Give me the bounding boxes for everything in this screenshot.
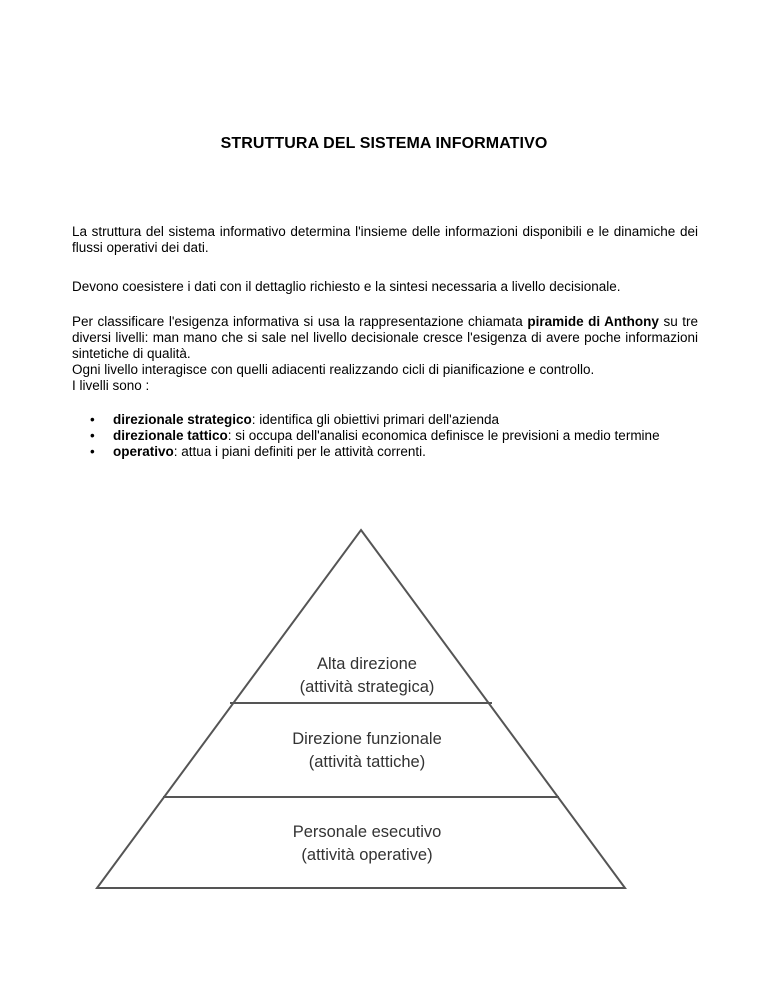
level-term: direzionale tattico [113, 428, 228, 443]
bullet-icon: • [90, 412, 95, 427]
level-desc: : si occupa dell'analisi economica definisce le previsioni a medio termine [227, 428, 660, 443]
pyramid-bottom-line1: Personale esecutivo [292, 823, 442, 841]
level-desc: : identifica gli obiettivi primari dell'azienda [251, 412, 499, 427]
bullet-icon: • [90, 428, 95, 443]
list-item [72, 444, 698, 460]
list-item [72, 412, 698, 428]
levels-list [72, 412, 698, 460]
level-desc: : attua i piani definiti per le attività correnti. [173, 444, 426, 459]
anthony-paragraph [72, 314, 698, 394]
pyramid-middle-line2: (attività tattiche) [308, 753, 426, 771]
intro-paragraph: La struttura del sistema informativo determina l'insieme delle informazioni disponibili e le dinamiche dei flussi operativi dei dati. [72, 224, 698, 255]
anthony-text-c: su tre diversi livelli: man mano che si sale nel livello decisionale cresce l'esigenza di avere poche informazioni sintetiche di qualità. [72, 314, 699, 361]
anthony-pyramid [0, 520, 768, 920]
level-term: direzionale strategico [113, 412, 252, 427]
levels-intro: I livelli sono : [72, 378, 150, 393]
page-title: STRUTTURA DEL SISTEMA INFORMATIVO [220, 135, 548, 152]
pyramid-top-line1: Alta direzione [317, 655, 417, 673]
anthony-term: piramide di Anthony [527, 314, 659, 329]
coexist-paragraph: Devono coesistere i dati con il dettaglio richiesto e la sintesi necessaria a livello decisionale. [72, 279, 621, 294]
bullet-icon: • [90, 444, 95, 459]
list-item [72, 428, 698, 444]
anthony-text-a: Per classificare l'esigenza informativa si usa la rappresentazione chiamata [72, 314, 528, 329]
interaction-line: Ogni livello interagisce con quelli adiacenti realizzando cicli di pianificazione e controllo. [72, 362, 595, 377]
pyramid-top-line2: (attività strategica) [299, 678, 435, 696]
pyramid-middle-line1: Direzione funzionale [292, 730, 442, 748]
pyramid-bottom-line2: (attività operative) [301, 846, 433, 864]
level-term: operativo [113, 444, 174, 459]
